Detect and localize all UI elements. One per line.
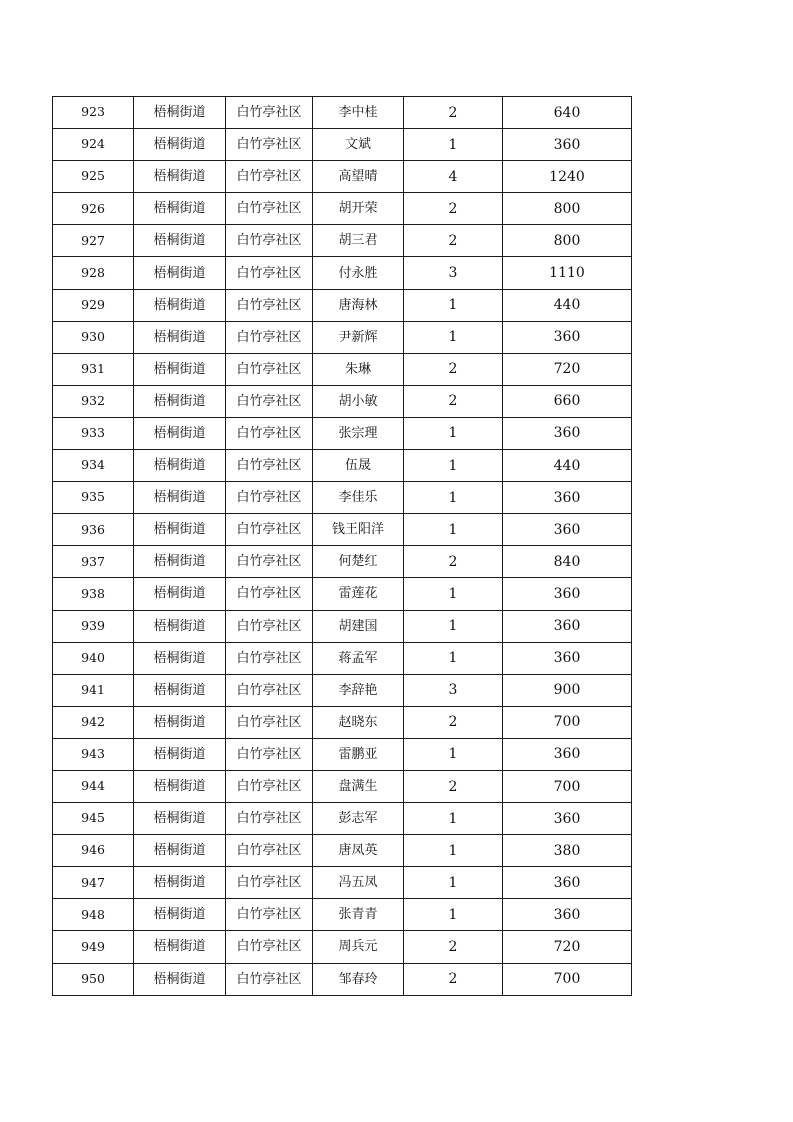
row-number-cell: 925	[53, 161, 134, 193]
amount-cell: 700	[503, 963, 632, 995]
street-cell: 梧桐街道	[134, 803, 226, 835]
community-cell: 白竹亭社区	[226, 738, 313, 770]
community-cell: 白竹亭社区	[226, 867, 313, 899]
count-cell: 1	[404, 899, 503, 931]
name-cell: 胡小敏	[313, 385, 404, 417]
community-cell: 白竹亭社区	[226, 225, 313, 257]
street-cell: 梧桐街道	[134, 97, 226, 129]
row-number-cell: 942	[53, 706, 134, 738]
row-number-cell: 930	[53, 321, 134, 353]
name-cell: 李辞艳	[313, 674, 404, 706]
amount-cell: 840	[503, 546, 632, 578]
amount-cell: 440	[503, 289, 632, 321]
community-cell: 白竹亭社区	[226, 803, 313, 835]
name-cell: 朱琳	[313, 353, 404, 385]
amount-cell: 900	[503, 674, 632, 706]
amount-cell: 360	[503, 738, 632, 770]
community-cell: 白竹亭社区	[226, 610, 313, 642]
street-cell: 梧桐街道	[134, 706, 226, 738]
community-cell: 白竹亭社区	[226, 578, 313, 610]
name-cell: 雷莲花	[313, 578, 404, 610]
name-cell: 胡开荣	[313, 193, 404, 225]
amount-cell: 360	[503, 610, 632, 642]
amount-cell: 360	[503, 514, 632, 546]
row-number-cell: 938	[53, 578, 134, 610]
street-cell: 梧桐街道	[134, 385, 226, 417]
table-row	[53, 225, 632, 257]
street-cell: 梧桐街道	[134, 417, 226, 449]
amount-cell: 700	[503, 770, 632, 802]
count-cell: 4	[404, 161, 503, 193]
street-cell: 梧桐街道	[134, 193, 226, 225]
row-number-cell: 929	[53, 289, 134, 321]
table-row	[53, 706, 632, 738]
count-cell: 2	[404, 193, 503, 225]
table-row	[53, 674, 632, 706]
community-cell: 白竹亭社区	[226, 931, 313, 963]
community-cell: 白竹亭社区	[226, 321, 313, 353]
street-cell: 梧桐街道	[134, 289, 226, 321]
community-cell: 白竹亭社区	[226, 546, 313, 578]
community-cell: 白竹亭社区	[226, 97, 313, 129]
amount-cell: 360	[503, 129, 632, 161]
amount-cell: 1240	[503, 161, 632, 193]
community-cell: 白竹亭社区	[226, 642, 313, 674]
street-cell: 梧桐街道	[134, 161, 226, 193]
name-cell: 高望晴	[313, 161, 404, 193]
amount-cell: 800	[503, 225, 632, 257]
table-row	[53, 546, 632, 578]
count-cell: 2	[404, 770, 503, 802]
table-row	[53, 899, 632, 931]
count-cell: 1	[404, 803, 503, 835]
community-cell: 白竹亭社区	[226, 835, 313, 867]
street-cell: 梧桐街道	[134, 770, 226, 802]
table-row	[53, 931, 632, 963]
name-cell: 蒋孟军	[313, 642, 404, 674]
name-cell: 何楚红	[313, 546, 404, 578]
name-cell: 尹新辉	[313, 321, 404, 353]
amount-cell: 360	[503, 867, 632, 899]
amount-cell: 1110	[503, 257, 632, 289]
row-number-cell: 936	[53, 514, 134, 546]
count-cell: 1	[404, 642, 503, 674]
row-number-cell: 931	[53, 353, 134, 385]
amount-cell: 800	[503, 193, 632, 225]
name-cell: 彭志军	[313, 803, 404, 835]
table-row	[53, 578, 632, 610]
street-cell: 梧桐街道	[134, 674, 226, 706]
row-number-cell: 928	[53, 257, 134, 289]
name-cell: 李中桂	[313, 97, 404, 129]
table-row	[53, 738, 632, 770]
row-number-cell: 940	[53, 642, 134, 674]
row-number-cell: 924	[53, 129, 134, 161]
row-number-cell: 950	[53, 963, 134, 995]
count-cell: 1	[404, 610, 503, 642]
row-number-cell: 926	[53, 193, 134, 225]
count-cell: 2	[404, 931, 503, 963]
row-number-cell: 932	[53, 385, 134, 417]
table-row	[53, 803, 632, 835]
street-cell: 梧桐街道	[134, 642, 226, 674]
street-cell: 梧桐街道	[134, 546, 226, 578]
row-number-cell: 945	[53, 803, 134, 835]
community-cell: 白竹亭社区	[226, 417, 313, 449]
name-cell: 付永胜	[313, 257, 404, 289]
row-number-cell: 935	[53, 482, 134, 514]
row-number-cell: 934	[53, 450, 134, 482]
street-cell: 梧桐街道	[134, 931, 226, 963]
table-row	[53, 835, 632, 867]
data-table	[52, 96, 632, 996]
street-cell: 梧桐街道	[134, 867, 226, 899]
name-cell: 胡三君	[313, 225, 404, 257]
community-cell: 白竹亭社区	[226, 193, 313, 225]
community-cell: 白竹亭社区	[226, 674, 313, 706]
community-cell: 白竹亭社区	[226, 289, 313, 321]
count-cell: 1	[404, 482, 503, 514]
amount-cell: 700	[503, 706, 632, 738]
amount-cell: 360	[503, 899, 632, 931]
street-cell: 梧桐街道	[134, 738, 226, 770]
table-row	[53, 417, 632, 449]
table-row	[53, 97, 632, 129]
count-cell: 2	[404, 97, 503, 129]
amount-cell: 360	[503, 578, 632, 610]
name-cell: 赵晓东	[313, 706, 404, 738]
row-number-cell: 933	[53, 417, 134, 449]
row-number-cell: 941	[53, 674, 134, 706]
amount-cell: 360	[503, 417, 632, 449]
name-cell: 雷鹏亚	[313, 738, 404, 770]
street-cell: 梧桐街道	[134, 482, 226, 514]
table-row	[53, 289, 632, 321]
amount-cell: 360	[503, 482, 632, 514]
name-cell: 唐海林	[313, 289, 404, 321]
table-row	[53, 963, 632, 995]
amount-cell: 440	[503, 450, 632, 482]
row-number-cell: 948	[53, 899, 134, 931]
count-cell: 1	[404, 450, 503, 482]
count-cell: 3	[404, 674, 503, 706]
name-cell: 张宗理	[313, 417, 404, 449]
amount-cell: 720	[503, 353, 632, 385]
count-cell: 2	[404, 353, 503, 385]
street-cell: 梧桐街道	[134, 578, 226, 610]
community-cell: 白竹亭社区	[226, 257, 313, 289]
street-cell: 梧桐街道	[134, 610, 226, 642]
community-cell: 白竹亭社区	[226, 482, 313, 514]
count-cell: 2	[404, 225, 503, 257]
row-number-cell: 947	[53, 867, 134, 899]
community-cell: 白竹亭社区	[226, 161, 313, 193]
community-cell: 白竹亭社区	[226, 129, 313, 161]
count-cell: 2	[404, 546, 503, 578]
street-cell: 梧桐街道	[134, 450, 226, 482]
row-number-cell: 946	[53, 835, 134, 867]
community-cell: 白竹亭社区	[226, 385, 313, 417]
table-row	[53, 642, 632, 674]
name-cell: 冯五凤	[313, 867, 404, 899]
name-cell: 胡建国	[313, 610, 404, 642]
name-cell: 唐凤英	[313, 835, 404, 867]
amount-cell: 360	[503, 642, 632, 674]
community-cell: 白竹亭社区	[226, 353, 313, 385]
row-number-cell: 937	[53, 546, 134, 578]
community-cell: 白竹亭社区	[226, 706, 313, 738]
amount-cell: 720	[503, 931, 632, 963]
street-cell: 梧桐街道	[134, 257, 226, 289]
table-row	[53, 321, 632, 353]
count-cell: 1	[404, 514, 503, 546]
count-cell: 1	[404, 738, 503, 770]
count-cell: 1	[404, 835, 503, 867]
name-cell: 张青青	[313, 899, 404, 931]
community-cell: 白竹亭社区	[226, 770, 313, 802]
street-cell: 梧桐街道	[134, 899, 226, 931]
table-row	[53, 482, 632, 514]
name-cell: 文斌	[313, 129, 404, 161]
community-cell: 白竹亭社区	[226, 514, 313, 546]
table-row	[53, 610, 632, 642]
community-cell: 白竹亭社区	[226, 450, 313, 482]
count-cell: 2	[404, 963, 503, 995]
community-cell: 白竹亭社区	[226, 963, 313, 995]
name-cell: 盘满生	[313, 770, 404, 802]
street-cell: 梧桐街道	[134, 225, 226, 257]
table-row	[53, 770, 632, 802]
row-number-cell: 927	[53, 225, 134, 257]
street-cell: 梧桐街道	[134, 835, 226, 867]
count-cell: 2	[404, 706, 503, 738]
table-row	[53, 867, 632, 899]
amount-cell: 640	[503, 97, 632, 129]
street-cell: 梧桐街道	[134, 963, 226, 995]
table-row	[53, 450, 632, 482]
count-cell: 2	[404, 385, 503, 417]
table-row	[53, 257, 632, 289]
name-cell: 李佳乐	[313, 482, 404, 514]
table-row	[53, 353, 632, 385]
street-cell: 梧桐街道	[134, 321, 226, 353]
name-cell: 邹春玲	[313, 963, 404, 995]
name-cell: 钱王阳洋	[313, 514, 404, 546]
count-cell: 1	[404, 321, 503, 353]
amount-cell: 360	[503, 321, 632, 353]
street-cell: 梧桐街道	[134, 514, 226, 546]
street-cell: 梧桐街道	[134, 129, 226, 161]
count-cell: 1	[404, 289, 503, 321]
name-cell: 伍晟	[313, 450, 404, 482]
amount-cell: 360	[503, 803, 632, 835]
count-cell: 3	[404, 257, 503, 289]
table-row	[53, 129, 632, 161]
row-number-cell: 939	[53, 610, 134, 642]
count-cell: 1	[404, 417, 503, 449]
table-row	[53, 161, 632, 193]
community-cell: 白竹亭社区	[226, 899, 313, 931]
count-cell: 1	[404, 867, 503, 899]
name-cell: 周兵元	[313, 931, 404, 963]
table-row	[53, 193, 632, 225]
row-number-cell: 949	[53, 931, 134, 963]
row-number-cell: 923	[53, 97, 134, 129]
table-row	[53, 385, 632, 417]
table-body	[53, 97, 632, 996]
amount-cell: 660	[503, 385, 632, 417]
count-cell: 1	[404, 578, 503, 610]
table-row	[53, 514, 632, 546]
street-cell: 梧桐街道	[134, 353, 226, 385]
count-cell: 1	[404, 129, 503, 161]
row-number-cell: 944	[53, 770, 134, 802]
row-number-cell: 943	[53, 738, 134, 770]
amount-cell: 380	[503, 835, 632, 867]
